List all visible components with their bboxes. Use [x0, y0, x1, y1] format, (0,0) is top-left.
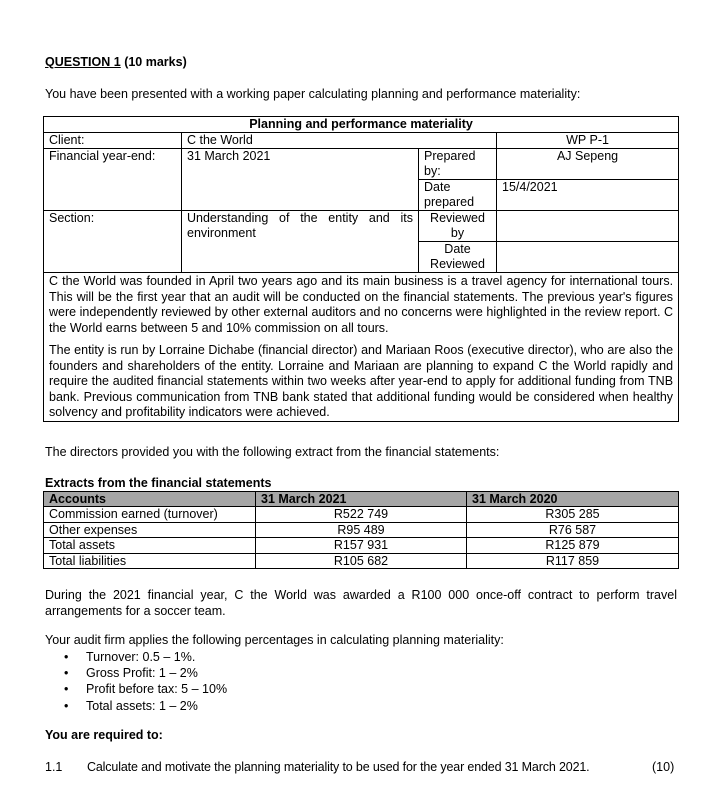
value-2021: R95 489	[256, 522, 467, 538]
value-2020: R117 859	[467, 553, 679, 569]
value-2021: R105 682	[256, 553, 467, 569]
date-prepared-value: 15/4/2021	[497, 180, 679, 211]
table-row	[44, 522, 679, 538]
account-name: Total liabilities	[44, 553, 256, 569]
table-row	[44, 538, 679, 554]
prepared-by-label: Prepared by:	[419, 149, 497, 180]
account-name: Other expenses	[44, 522, 256, 538]
required-heading: You are required to:	[45, 728, 163, 742]
value-2021: R522 749	[256, 507, 467, 523]
list-item: • Profit before tax: 5 – 10%	[86, 681, 227, 697]
value-2020: R125 879	[467, 538, 679, 554]
firm-percentages-intro: Your audit firm applies the following percentages in calculating planning materiality:	[45, 633, 504, 647]
extracts-title: Extracts from the financial statements	[45, 476, 272, 490]
entity-paragraph-1: C the World was founded in April two years ago and its main business is a travel agency for international tours. This will be the first year that an audit will be conducted on the financial statements. The previous year's figures were independently reviewed by other external auditors and no concerns were highlighted in the review report. C the World earns between 5 and 10% commission on all tours.	[49, 274, 674, 335]
intro-text: You have been presented with a working paper calculating planning and performance materiality:	[45, 87, 581, 101]
financial-extract-table	[43, 491, 679, 569]
reviewed-by-label: Reviewed by	[419, 211, 497, 242]
percentages-list	[45, 649, 227, 714]
date-reviewed-value	[497, 242, 679, 273]
entity-description	[44, 273, 679, 422]
date-prepared-label: Date prepared	[419, 180, 497, 211]
client-label: Client:	[44, 133, 182, 149]
fye-value: 31 March 2021	[182, 149, 419, 211]
question-text: Calculate and motivate the planning materiality to be used for the year ended 31 March 2021.	[87, 760, 590, 774]
section-label: Section:	[44, 211, 182, 273]
value-2020: R76 587	[467, 522, 679, 538]
account-name: Commission earned (turnover)	[44, 507, 256, 523]
table-row	[44, 553, 679, 569]
question-marks-allocation: (10)	[652, 760, 675, 774]
prepared-by-value: AJ Sepeng	[497, 149, 679, 180]
header-2021: 31 March 2021	[256, 492, 467, 507]
contract-text: During the 2021 financial year, C the World was awarded a R100 000 once-off contract to perform travel arrangements for a soccer team.	[45, 588, 677, 618]
question-number: 1.1	[45, 760, 63, 774]
value-2020: R305 285	[467, 507, 679, 523]
fye-label: Financial year-end:	[44, 149, 182, 211]
question-marks: (10 marks)	[120, 55, 187, 69]
table-header-row	[44, 492, 679, 507]
header-2020: 31 March 2020	[467, 492, 679, 507]
section-value: Understanding of the entity and its environment	[182, 211, 419, 273]
working-paper-title: Planning and performance materiality	[44, 117, 679, 133]
client-value: C the World	[182, 133, 497, 149]
directors-text: The directors provided you with the following extract from the financial statements:	[45, 445, 500, 459]
table-row	[44, 507, 679, 523]
entity-paragraph-2: The entity is run by Lorraine Dichabe (financial director) and Mariaan Roos (executive director), who are also the founders and shareholders of the entity. Lorraine and Mariaan are planning to expand C the World rapidly and require the audited financial statements within two weeks after year-end to apply for additional funding from TNB bank. Previous communication from TNB bank stated that additional funding would be considered when healthy solvency and profitability indicators were achieved.	[49, 343, 674, 419]
question-heading	[45, 55, 187, 69]
header-accounts: Accounts	[44, 492, 256, 507]
date-reviewed-label: Date Reviewed	[419, 242, 497, 273]
wp-reference: WP P-1	[497, 133, 679, 149]
list-item: • Total assets: 1 – 2%	[86, 698, 227, 714]
value-2021: R157 931	[256, 538, 467, 554]
question-label: QUESTION 1	[45, 55, 121, 69]
list-item: • Gross Profit: 1 – 2%	[86, 665, 227, 681]
list-item: • Turnover: 0.5 – 1%.	[86, 649, 227, 665]
working-paper-table	[43, 116, 679, 422]
reviewed-by-value	[497, 211, 679, 242]
account-name: Total assets	[44, 538, 256, 554]
